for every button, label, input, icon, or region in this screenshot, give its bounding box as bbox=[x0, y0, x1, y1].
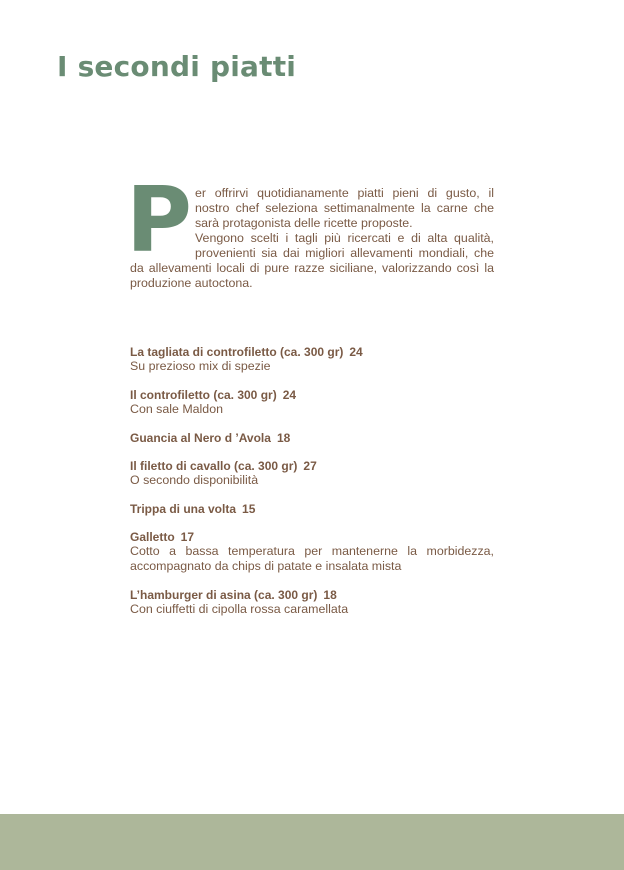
menu-item bbox=[130, 530, 494, 574]
menu-item bbox=[130, 459, 494, 488]
menu-item-name: La tagliata di controfiletto (ca. 300 gr) bbox=[130, 345, 344, 359]
page-title: I secondi piatti bbox=[57, 50, 297, 83]
menu-item-name: L’hamburger di asina (ca. 300 gr) bbox=[130, 588, 318, 602]
menu-item-price: 24 bbox=[282, 388, 297, 402]
menu-item bbox=[130, 388, 494, 417]
menu-item bbox=[130, 502, 494, 516]
menu-item-description: Con sale Maldon bbox=[130, 402, 223, 416]
menu-list bbox=[130, 345, 494, 631]
intro-text-1: er offrirvi quotidianamente piatti pieni di gusto, il nostro chef seleziona settimanalmente la carne che sarà protagonista delle ricette proposte. bbox=[194, 186, 494, 230]
intro-text-2: Vengono scelti i tagli più ricercati e di alta qualità, provenienti sia dai migliori allevamenti mondiali, che da allevamenti locali di pure razze siciliane, valorizzando così la produzione autoctona. bbox=[130, 231, 494, 290]
menu-item-price: 27 bbox=[303, 459, 317, 473]
menu-item-name: Guancia al Nero d ’Avola bbox=[130, 431, 271, 445]
menu-item-name: Trippa di una volta bbox=[130, 502, 237, 516]
menu-item bbox=[130, 588, 494, 617]
menu-item-description: Con ciuffetti di cipolla rossa caramellata bbox=[130, 602, 349, 616]
footer-band bbox=[0, 814, 624, 870]
menu-item-title bbox=[130, 345, 494, 359]
menu-item-description: Cotto a bassa temperatura per mantenerne la morbidezza, accompagnato da chips di patate e insalata mista bbox=[130, 544, 494, 573]
menu-item-name: Il controfiletto (ca. 300 gr) bbox=[130, 388, 277, 402]
menu-item-title bbox=[130, 530, 494, 544]
menu-item bbox=[130, 345, 494, 374]
drop-cap: P bbox=[126, 168, 192, 273]
menu-item bbox=[130, 431, 494, 445]
menu-item-price: 17 bbox=[180, 530, 195, 544]
menu-item-title bbox=[130, 502, 494, 516]
menu-item-price: 18 bbox=[276, 431, 291, 445]
menu-item-title bbox=[130, 388, 494, 402]
menu-item-price: 24 bbox=[349, 345, 363, 359]
menu-item-name: Il filetto di cavallo (ca. 300 gr) bbox=[130, 459, 298, 473]
menu-item-description: Su prezioso mix di spezie bbox=[130, 359, 271, 373]
menu-item-price: 15 bbox=[242, 502, 256, 516]
menu-item-name: Galletto bbox=[130, 530, 175, 544]
menu-item-title bbox=[130, 459, 494, 473]
menu-item-title bbox=[130, 431, 494, 445]
intro-paragraph bbox=[126, 168, 494, 291]
menu-item-price: 18 bbox=[323, 588, 337, 602]
menu-item-title bbox=[130, 588, 494, 602]
menu-item-description: O secondo disponibilità bbox=[130, 473, 259, 487]
